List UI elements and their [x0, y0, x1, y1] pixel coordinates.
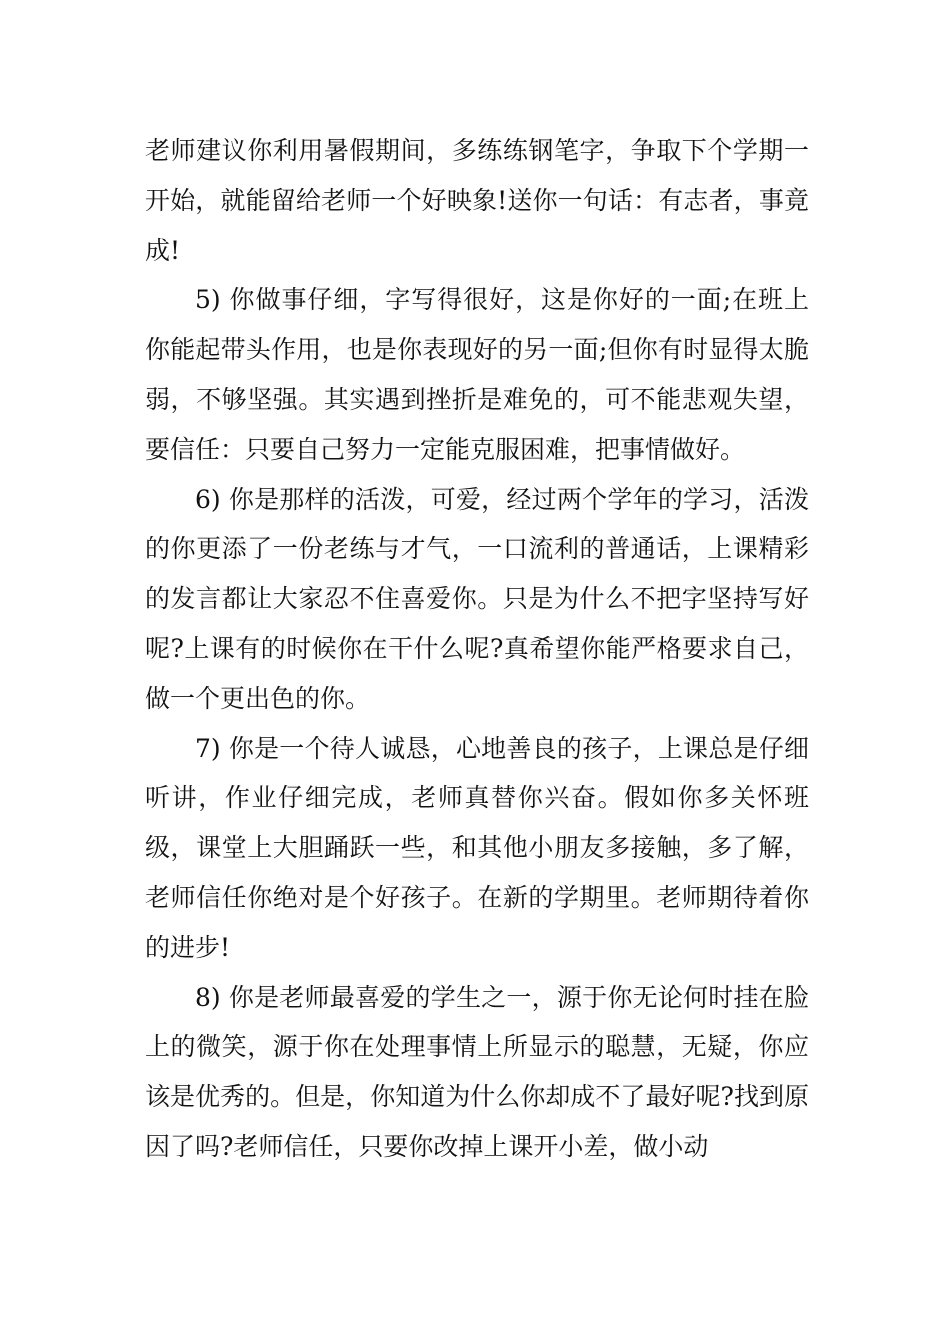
paragraph-8: 8) 你是老师最喜爱的学生之一，源于你无论何时挂在脸上的微笑，源于你在处理事情上所显示的聪慧，无疑，你应该是优秀的。但是，你知道为什么你却成不了最好呢?找到原因了吗?老师信任，只要你改掉上课开小差，做小动 [145, 982, 809, 1161]
document-page [145, 126, 809, 1172]
paragraph-4-continued: 老师建议你利用暑假期间，多练练钢笔字，争取下个学期一开始，就能留给老师一个好映象!送你一句话：有志者，事竟成! [145, 136, 809, 265]
paragraph-6: 6) 你是那样的活泼，可爱，经过两个学年的学习，活泼的你更添了一份老练与才气，一口流利的普通话，上课精彩的发言都让大家忍不住喜爱你。只是为什么不把字坚持写好呢?上课有的时候你在干什么呢?真希望你能严格要求自己，做一个更出色的你。 [145, 484, 809, 713]
paragraph-5: 5) 你做事仔细，字写得很好，这是你好的一面;在班上你能起带头作用，也是你表现好的另一面;但你有时显得太脆弱，不够坚强。其实遇到挫折是难免的，可不能悲观失望，要信任：只要自己努力一定能克服困难，把事情做好。 [145, 285, 809, 464]
paragraph-7: 7) 你是一个待人诚恳，心地善良的孩子，上课总是仔细听讲，作业仔细完成，老师真替你兴奋。假如你多关怀班级，课堂上大胆踊跃一些，和其他小朋友多接触，多了解，老师信任你绝对是个好孩子。在新的学期里。老师期待着你的进步! [145, 733, 809, 962]
